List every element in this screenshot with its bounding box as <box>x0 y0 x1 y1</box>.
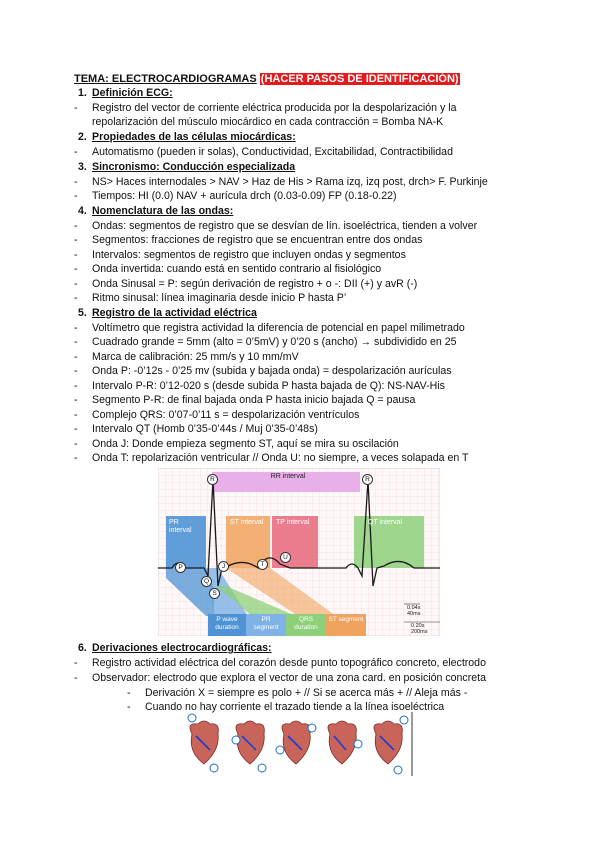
qrs-duration-label: QRS duration <box>294 616 318 631</box>
list-item: - Voltímetro que registra actividad la diferencia de potencial en papel milimetrado <box>74 322 465 334</box>
ecg-labels <box>158 468 440 636</box>
wave-label-r: R <box>207 474 218 485</box>
p-wave-duration-label: P wave duration <box>215 616 239 631</box>
heart-figure-5 <box>374 716 408 774</box>
heart-figure-1 <box>188 714 218 772</box>
wave-label-s: S <box>209 588 220 599</box>
st-interval-label: ST interval <box>230 519 264 526</box>
scale-label-b: 0.20s 200ms <box>411 623 428 635</box>
list-item: - Onda J: Donde empieza segmento ST, aquí se mira su oscilación <box>74 438 399 450</box>
list-item: - Intervalo QT (Homb 0’35-0’44s / Muj 0’35-0’48s) <box>74 423 318 435</box>
st-segment-label: ST segment <box>328 616 364 623</box>
section-heading-3: 3. Sincronismo: Conducción especializada <box>78 161 296 173</box>
section-heading-2: 2. Propiedades de las células miocárdicas: <box>78 131 296 143</box>
list-item: - Registro actividad eléctrica del corazón desde punto topográfico concreto, electrodo <box>74 657 486 669</box>
section-heading-5: 5. Registro de la actividad eléctrica <box>78 307 257 319</box>
title-highlight: (HACER PASOS DE IDENTIFICACIÓN) <box>260 73 459 85</box>
list-item: - Segmento P-R: de final bajada onda P hasta inicio bajada Q = pausa <box>74 394 416 406</box>
list-item: - Segmentos: fracciones de registro que se encuentran entre dos ondas <box>74 234 423 246</box>
heart-figure-2 <box>232 721 266 772</box>
list-item: - Observador: electrodo que explora el vector de una zona card. en posición concreta <box>74 672 486 684</box>
section-heading-6: 6. Derivaciones electrocardiográficas: <box>78 642 272 654</box>
rr-interval-label: RR interval <box>270 473 306 480</box>
list-item: - Ondas: segmentos de registro que se desvían de lín. isoeléctrica, tienden a volver <box>74 220 478 232</box>
wave-label-t: T <box>257 559 268 570</box>
list-item: - Onda Sinusal = P: según derivación de registro + o -: DII (+) y avR (-) <box>74 278 418 290</box>
wave-label-q: Q <box>201 576 212 587</box>
list-item: - NS> Haces internodales > NAV > Haz de His > Rama izq, izq post, drch> F. Purkinje <box>74 176 488 188</box>
tp-interval-label: TP interval <box>276 519 310 526</box>
list-item: - Intervalos: segmentos de registro que incluyen ondas y segmentos <box>74 249 406 261</box>
sub-list-item: - Derivación X = siempre es polo + // Si se acerca más + // Aleja más - <box>127 687 468 699</box>
qt-interval-label: QT interval <box>368 519 403 526</box>
scale-label-a: 0.04s 40ms <box>407 605 421 617</box>
list-item: - Tiempos: HI (0.0) NAV + aurícula drch (0.03-0.09) FP (0.18-0.22) <box>74 190 397 202</box>
list-item: - Cuadrado grande = 5mm (alto = 0’5mV) y 0’20 s (ancho) → subdividido en 25 <box>74 336 457 348</box>
list-item: - Complejo QRS: 0’07-0’11 s = despolarización ventrículos <box>74 409 360 421</box>
wave-label-p: P <box>175 562 186 573</box>
pr-interval-label: PR interval <box>169 519 192 534</box>
heart-figure-4 <box>328 721 362 764</box>
list-item: - Onda invertida: cuando está en sentido contrario al fisiológico <box>74 263 382 275</box>
heart-derivations-figure <box>180 712 416 776</box>
list-item: - Onda T: repolarización ventricular // Onda U: no siempre, a veces solapada en T <box>74 452 469 464</box>
list-item: - Intervalo P-R: 0’12-020 s (desde subida P hasta bajada de Q): NS-NAV-His <box>74 380 445 392</box>
heart-figure-3 <box>276 721 316 764</box>
sub-list-item: - Cuando no hay corriente el trazado tiende a la línea isoeléctrica <box>127 701 445 713</box>
section-heading-4: 4. Nomenclatura de las ondas: <box>78 205 234 217</box>
wave-label-u: U <box>280 552 291 563</box>
list-item: - Onda P: -0’12s - 0’25 mv (subida y bajada onda) = despolarización aurículas <box>74 365 452 377</box>
section-heading-1: 1. Definición ECG: <box>78 87 173 99</box>
list-item: - Registro del vector de corriente eléctrica producida por la despolarización y la <box>74 102 457 114</box>
list-item: repolarización del músculo miocárdico en cada contracción = Bomba NA-K <box>92 116 444 128</box>
document-title <box>74 73 460 85</box>
list-item: - Ritmo sinusal: línea imaginaria desde inicio P hasta P’ <box>74 292 347 304</box>
list-item: - Automatismo (pueden ir solas), Conductividad, Excitabilidad, Contractibilidad <box>74 146 453 158</box>
title-text: TEMA: ELECTROCARDIOGRAMAS <box>74 73 257 85</box>
wave-label-r-second: R <box>362 474 373 485</box>
list-item: - Marca de calibración: 25 mm/s y 10 mm/mV <box>74 351 299 363</box>
wave-label-j: J <box>218 561 229 572</box>
pr-segment-label: PR segment <box>253 616 279 631</box>
